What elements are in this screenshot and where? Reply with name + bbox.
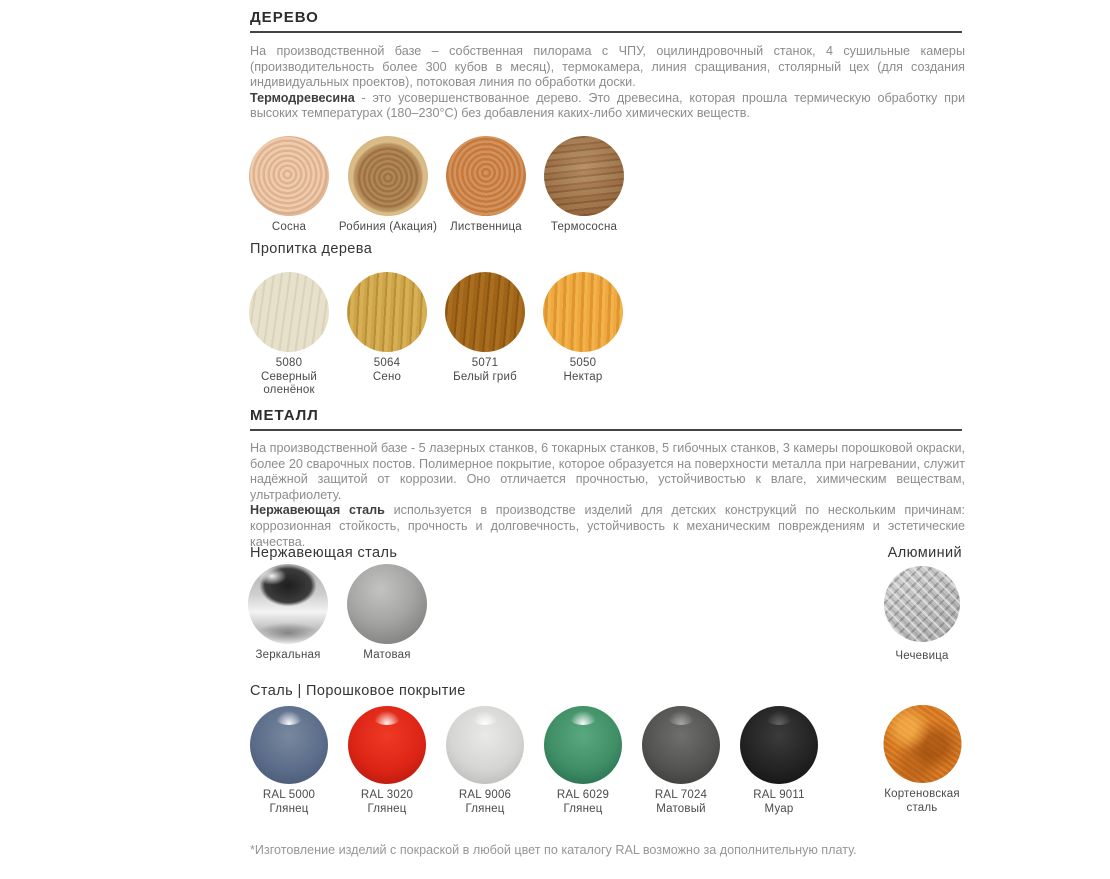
swatch-5050 [533, 272, 633, 384]
ral-code: RAL 3020 [360, 789, 414, 801]
impregnation-5050-image [543, 272, 623, 352]
swatch-label: Чечевица [895, 650, 949, 662]
ral-code: RAL 5000 [262, 789, 316, 801]
powder-coating-title: Сталь | Порошковое покрытие [250, 683, 466, 699]
wood-paragraph-2 [250, 91, 965, 122]
impregnation-name: Нектар [563, 370, 603, 383]
impregnation-code: 5071 [471, 357, 499, 369]
swatch-label: Лиственница [450, 221, 522, 233]
swatch-label: Робиния (Акация) [338, 221, 438, 233]
impregnation-name: Сено [372, 370, 402, 383]
swatch-5071 [435, 272, 535, 384]
swatch-label [435, 357, 535, 384]
swatch-label: Зеркальная [255, 649, 321, 661]
ral3020-image [348, 706, 426, 784]
wood-section-title: ДЕРЕВО [250, 9, 319, 26]
swatch-matte-steel [332, 564, 442, 663]
stainless-term: Нержавеющая сталь [250, 503, 385, 518]
swatch-label [337, 789, 437, 816]
ral-finish: Глянец [465, 802, 505, 815]
swatch-5080 [239, 272, 339, 398]
impregnation-title: Пропитка дерева [250, 241, 373, 257]
impregnation-5071-image [445, 272, 525, 352]
swatch-aluminum-lentil [867, 566, 977, 664]
impregnation-name: Северный оленёнок [260, 370, 318, 396]
ral-finish: Глянец [269, 802, 309, 815]
swatch-label [239, 789, 339, 816]
ral-code: RAL 9006 [458, 789, 512, 801]
swatch-corten [875, 705, 970, 815]
ral5000-image [250, 706, 328, 784]
metal-section-rule [250, 429, 962, 431]
stainless-steel-title: Нержавеющая сталь [250, 545, 398, 561]
swatch-label: Матовая [363, 649, 411, 661]
larch-wood-image [446, 136, 526, 216]
swatch-label [533, 357, 633, 384]
mirror-steel-image [248, 564, 328, 644]
metal-paragraph-2 [250, 503, 965, 550]
thermopine-wood-image [544, 136, 624, 216]
wood-paragraph-1: На производственной базе – собственная пилорама с ЧПУ, оцилиндровочный станок, 4 сушильные камеры (производительность более 300 кубов в месяц), термокамера, линия сращивания, столярный цех (для создания индивидуальных проектов), потоковая линия по обработки доски. [250, 44, 965, 90]
ral-code: RAL 6029 [556, 789, 610, 801]
swatch-ral3020 [337, 706, 437, 816]
swatch-mirror-steel [233, 564, 343, 663]
swatch-ral9006 [435, 706, 535, 816]
matte-steel-image [347, 564, 427, 644]
swatch-ral9011 [729, 706, 829, 816]
swatch-label [729, 789, 829, 816]
swatch-label [631, 789, 731, 816]
thermowood-term: Термодревесина [250, 90, 355, 105]
wood-section-rule [250, 31, 962, 33]
ral-code: RAL 7024 [654, 789, 708, 801]
impregnation-name: Белый гриб [453, 370, 517, 383]
swatch-5064 [337, 272, 437, 384]
ral-finish: Глянец [367, 802, 407, 815]
metal-description [250, 441, 965, 550]
impregnation-5080-image [249, 272, 329, 352]
swatch-label [533, 789, 633, 816]
sosna-wood-image [249, 136, 329, 216]
swatch-ral7024 [631, 706, 731, 816]
thermowood-definition: - это усовершенствованное дерево. Это древесина, которая прошла термическую обработку при высоких температурах (180–230°C) без добавления каких-либо химических веществ. [250, 90, 965, 121]
ral-finish: Глянец [563, 802, 603, 815]
swatch-ral6029 [533, 706, 633, 816]
metal-section-title: МЕТАЛЛ [250, 407, 319, 424]
ral7024-image [642, 706, 720, 784]
ral9006-image [446, 706, 524, 784]
swatch-label: Кортеновская сталь [884, 788, 960, 814]
ral-footnote: *Изготовление изделий с покраской в любой цвет по каталогу RAL возможно за дополнительную плату. [250, 843, 857, 857]
impregnation-code: 5050 [569, 357, 597, 369]
ral6029-image [544, 706, 622, 784]
swatch-label: Термососна [550, 221, 618, 233]
swatch-label [435, 789, 535, 816]
impregnation-code: 5064 [373, 357, 401, 369]
swatch-label [337, 357, 437, 384]
ral-code: RAL 9011 [753, 789, 805, 801]
metal-paragraph-1: На производственной базе - 5 лазерных станков, 6 токарных станков, 5 гибочных станков, 3 камеры порошковой окраски, более 20 сварочных постов. Полимерное покрытие, которое образуется на поверхности металла при нагревании, служит надёжной защитой от коррозии. Оно отличается прочностью, устойчивостью к влаге, химическим веществам, ультрафиолету. [250, 441, 965, 502]
impregnation-5064-image [347, 272, 427, 352]
impregnation-code: 5080 [275, 357, 303, 369]
wood-description [250, 44, 965, 122]
corten-steel-image [883, 705, 961, 783]
aluminum-title: Алюминий [887, 545, 962, 561]
robinia-wood-image [348, 136, 428, 216]
swatch-termososna [519, 136, 649, 235]
ral9011-image [740, 706, 818, 784]
swatch-ral5000 [239, 706, 339, 816]
checker-plate-image [884, 566, 960, 642]
ral-finish: Матовый [656, 802, 706, 815]
ral-finish: Муар [764, 802, 794, 815]
stainless-definition: используется в производстве изделий для детских конструкций по нескольким причинам: коррозионная стойкость, прочность и долговечность, устойчивость к механическим повреждениям и эстетические качества. [250, 503, 965, 549]
swatch-label [239, 357, 339, 398]
swatch-label: Сосна [271, 221, 307, 233]
